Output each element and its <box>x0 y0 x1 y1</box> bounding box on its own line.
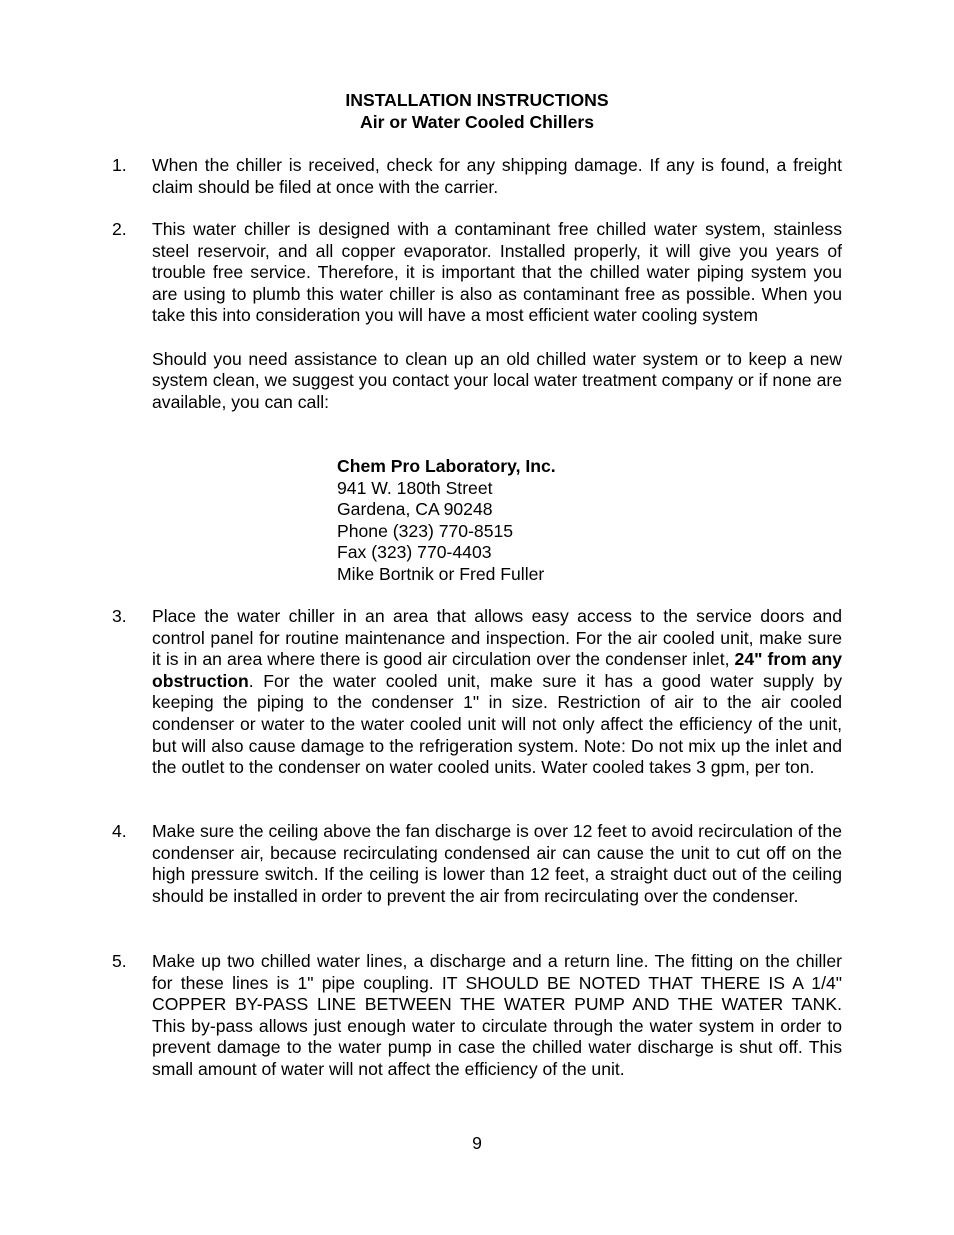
page-number: 9 <box>472 1133 482 1153</box>
instruction-item-5 <box>112 951 842 1081</box>
item-text-emphasis: 24" from any obstruction <box>152 649 842 691</box>
item-text: When the chiller is received, check for any shipping damage. If any is found, a freight claim should be filed at once with the carrier. <box>152 155 842 197</box>
item-number: 5. <box>112 951 127 971</box>
item-number: 3. <box>112 606 127 626</box>
instruction-item-2 <box>112 219 842 413</box>
item-number: 2. <box>112 219 127 239</box>
item-text: Make up two chilled water lines, a discharge and a return line. The fitting on the chiller for these lines is 1" pipe coupling. IT SHOULD BE NOTED THAT THERE IS A 1/4" COPPER BY-PASS LINE BETWEEN THE WATER PUMP AND THE WATER TANK. This by-pass allows just enough water to circulate through the water system in order to prevent damage to the water pump in case the chilled water discharge is shut off. This small amount of water will not affect the efficiency of the unit. <box>152 951 842 1079</box>
item-text <box>152 606 842 779</box>
item-text-part-b: . For the water cooled unit, make sure it has a good water supply by keeping the piping to the condenser 1" in size. Restriction of air to the air cooled condenser or water to the water cooled unit will not only affect the efficiency of the unit, but will also cause damage to the refrigeration system. Note: Do not mix up the inlet and the outlet to the condenser on water cooled units. Water cooled takes 3 gpm, per ton. <box>152 670 842 778</box>
title-block <box>0 90 954 134</box>
contact-address <box>337 456 737 586</box>
instruction-item-4 <box>112 821 842 907</box>
item-number: 1. <box>112 155 127 175</box>
page-title: INSTALLATION INSTRUCTIONS <box>345 90 609 110</box>
contact-street: 941 W. 180th Street <box>337 477 493 498</box>
item-number: 4. <box>112 821 127 841</box>
instruction-item-1 <box>112 155 842 198</box>
item-text-assistance: Should you need assistance to clean up an old chilled water system or to keep a new system clean, we suggest you contact your local water treatment company or if none are available, you can call: <box>152 348 842 412</box>
contact-fax: Fax (323) 770-4403 <box>337 542 492 563</box>
item-text: Make sure the ceiling above the fan discharge is over 12 feet to avoid recirculation of the condenser air, because recirculating condensed air can cause the unit to cut off on the high pressure switch. If the ceiling is lower than 12 feet, a straight duct out of the ceiling should be installed in order to prevent the air from recirculating over the condenser. <box>152 821 842 906</box>
contact-phone: Phone (323) 770-8515 <box>337 520 514 541</box>
item-text: This water chiller is designed with a contaminant free chilled water system, stainless steel reservoir, and all copper evaporator. Installed properly, it will give you years of trouble free service. Therefore, it is important that the chilled water piping system you are using to plumb this water chiller is also as contaminant free as possible. When you take this into consideration you will have a most efficient water cooling system <box>152 219 842 326</box>
instruction-item-3 <box>112 606 842 779</box>
page-subtitle: Air or Water Cooled Chillers <box>360 112 594 132</box>
contact-company: Chem Pro Laboratory, Inc. <box>337 456 556 476</box>
contact-city: Gardena, CA 90248 <box>337 499 493 520</box>
contact-people: Mike Bortnik or Fred Fuller <box>337 563 545 584</box>
item-text-part-a: Place the water chiller in an area that allows easy access to the service doors and control panel for routine maintenance and inspection. For the air cooled unit, make sure it is in an area where there is good air circulation over the condenser inlet, <box>152 606 842 670</box>
